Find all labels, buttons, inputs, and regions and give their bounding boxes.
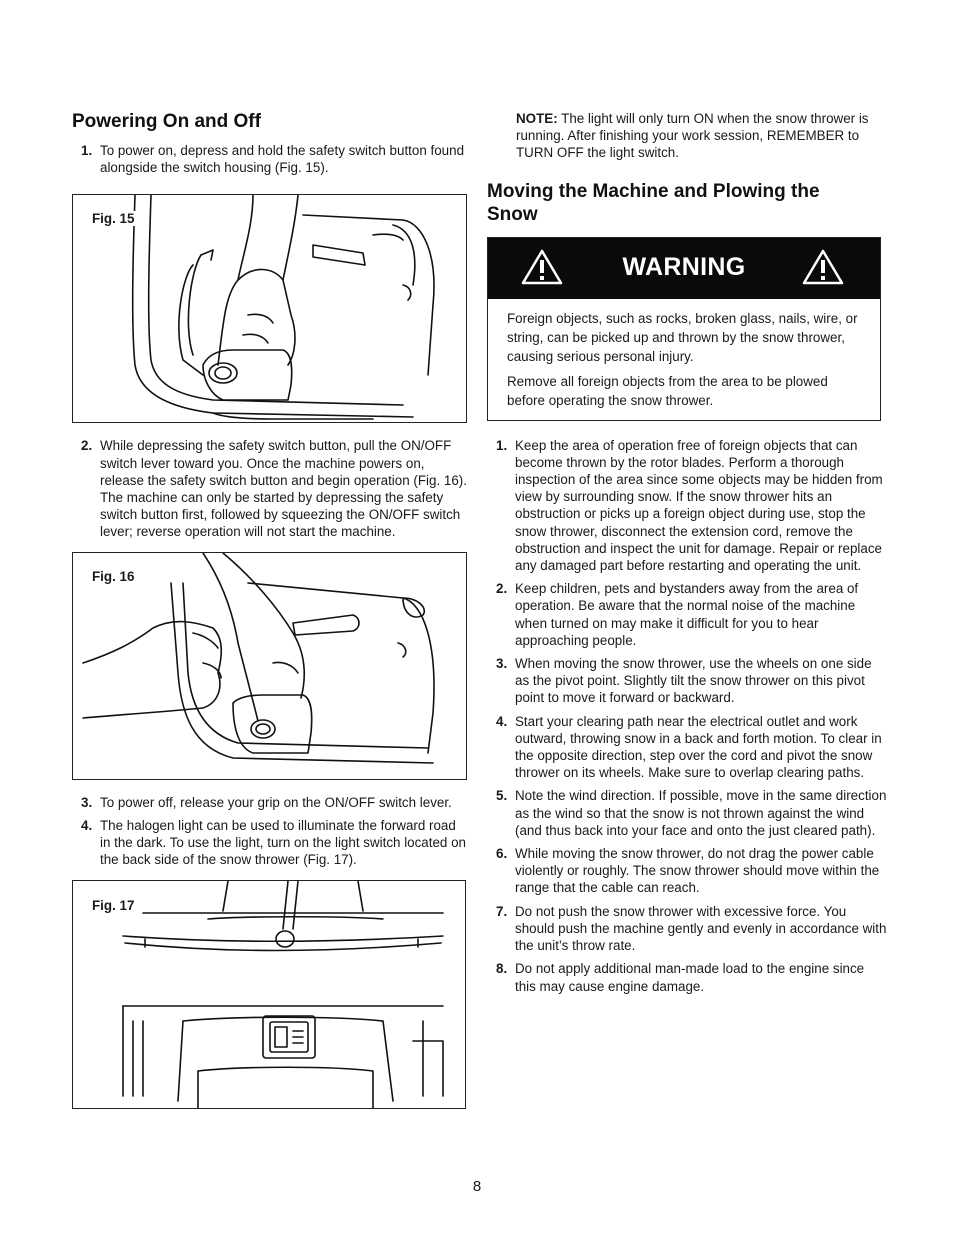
step-number: 4. xyxy=(496,713,508,729)
step-number: 7. xyxy=(496,903,508,919)
note-label: NOTE: xyxy=(516,111,558,126)
warning-paragraph: Remove all foreign objects from the area to be plowed before operating the snow thrower. xyxy=(507,373,828,408)
list-item xyxy=(487,845,887,897)
step-text: Start your clearing path near the electrical outlet and work outward, throwing snow in a back and forth motion. To clear in the opposite direction, step over the cord and pivot the snow thrower on its wheels. Make sure to overlap clearing paths. xyxy=(515,713,882,781)
figure-15 xyxy=(72,194,467,423)
light-switch-illustration xyxy=(73,881,465,1108)
note-paragraph xyxy=(487,110,887,162)
steps-list-b xyxy=(72,437,467,540)
section-heading-moving: Moving the Machine and Plowing the Snow xyxy=(487,180,820,225)
step-number: 2. xyxy=(81,438,93,454)
step-number: 3. xyxy=(496,656,508,672)
warning-paragraph: Foreign objects, such as rocks, broken glass, nails, wire, or string, can be picked up and thrown by the snow thrower, causing serious personal injury. xyxy=(507,310,858,364)
list-item xyxy=(72,142,467,176)
list-item xyxy=(487,713,887,782)
step-text: Note the wind direction. If possible, move in the same direction as the wind so that the snow is not thrown against the wind (and thus back into your face and onto the just cleared path). xyxy=(515,788,887,838)
page-number: 8 xyxy=(472,1178,482,1195)
list-item xyxy=(72,817,467,869)
steps-list-moving xyxy=(487,437,887,995)
step-text: While depressing the safety switch button, pull the ON/OFF switch lever toward you. Once the machine powers on, release the safety switch button and begin operation (Fig. 16). The machine can only be started by depressing the safety switch button first, followed by squeezing the ON/OFF switch lever; reverse operation will not start the machine. xyxy=(100,438,467,540)
warning-box xyxy=(487,237,881,421)
step-number: 6. xyxy=(496,846,508,862)
step-number: 1. xyxy=(81,143,93,158)
note-text: The light will only turn ON when the snow thrower is running. After finishing your work session, REMEMBER to TURN OFF the light switch. xyxy=(516,111,869,161)
step-text: Do not apply additional man-made load to the engine since this may cause engine damage. xyxy=(515,961,865,994)
step-number: 1. xyxy=(496,437,508,453)
step-number: 2. xyxy=(496,581,508,597)
switch-housing-hand-illustration xyxy=(73,195,466,422)
figure-label: Fig. 17 xyxy=(92,898,135,914)
right-column xyxy=(487,110,887,995)
warning-header xyxy=(488,238,880,299)
figure-17 xyxy=(72,880,466,1109)
step-text: Keep the area of operation free of foreign objects that can become thrown by the rotor blades. Perform a thorough inspection of the area since some objects may be hidden from view by surrounding snow. If the snow thrower hits an obstruction or picks up a foreign object during use, stop the snow thrower, disconnect the extension cord, remove the obstruction and inspect the unit for damage. Repair or replace any damaged part before restarting and operating the unit. xyxy=(515,437,883,574)
figure-16 xyxy=(72,552,467,780)
list-item xyxy=(487,903,887,955)
list-item xyxy=(72,794,467,811)
steps-list-a xyxy=(72,142,467,176)
left-column xyxy=(72,110,467,1109)
step-text: To power on, depress and hold the safety switch button found alongside the switch housing (Fig. 15). xyxy=(100,143,465,176)
step-text: Keep children, pets and bystanders away from the area of operation. Be aware that the normal noise of the machine when turned on may make it difficult for you to hear approaching people. xyxy=(515,581,859,648)
figure-label: Fig. 15 xyxy=(92,211,135,227)
section-heading-powering: Powering On and Off xyxy=(72,111,261,132)
warning-title: WARNING xyxy=(622,252,746,281)
step-number: 3. xyxy=(81,794,93,810)
step-text: When moving the snow thrower, use the wheels on one side as the pivot point. Slightly tilt the snow thrower on this pivot point to move it forward or backward. xyxy=(515,656,872,706)
step-number: 5. xyxy=(496,788,508,804)
warning-body xyxy=(488,299,880,410)
list-item xyxy=(72,437,467,540)
list-item xyxy=(487,437,887,575)
step-text: The halogen light can be used to illuminate the forward road in the dark. To use the light, turn on the light switch located on the back side of the snow thrower (Fig. 17). xyxy=(100,817,466,868)
step-text: While moving the snow thrower, do not drag the power cable violently or roughly. The snow thrower should move within the range that the cable can reach. xyxy=(515,846,880,896)
list-item xyxy=(487,580,887,649)
step-text: Do not push the snow thrower with excessive force. You should push the machine gently and evenly in accordance with the unit’s throw rate. xyxy=(515,903,887,954)
two-hands-switch-illustration xyxy=(73,553,466,779)
step-number: 8. xyxy=(496,961,508,977)
step-number: 4. xyxy=(81,817,93,833)
steps-list-c xyxy=(72,794,467,869)
figure-label: Fig. 16 xyxy=(92,568,135,584)
list-item xyxy=(487,655,887,707)
warning-triangle-icon xyxy=(802,249,844,285)
list-item xyxy=(487,960,887,994)
step-text: To power off, release your grip on the ON/OFF switch lever. xyxy=(100,794,452,810)
list-item xyxy=(487,787,887,839)
